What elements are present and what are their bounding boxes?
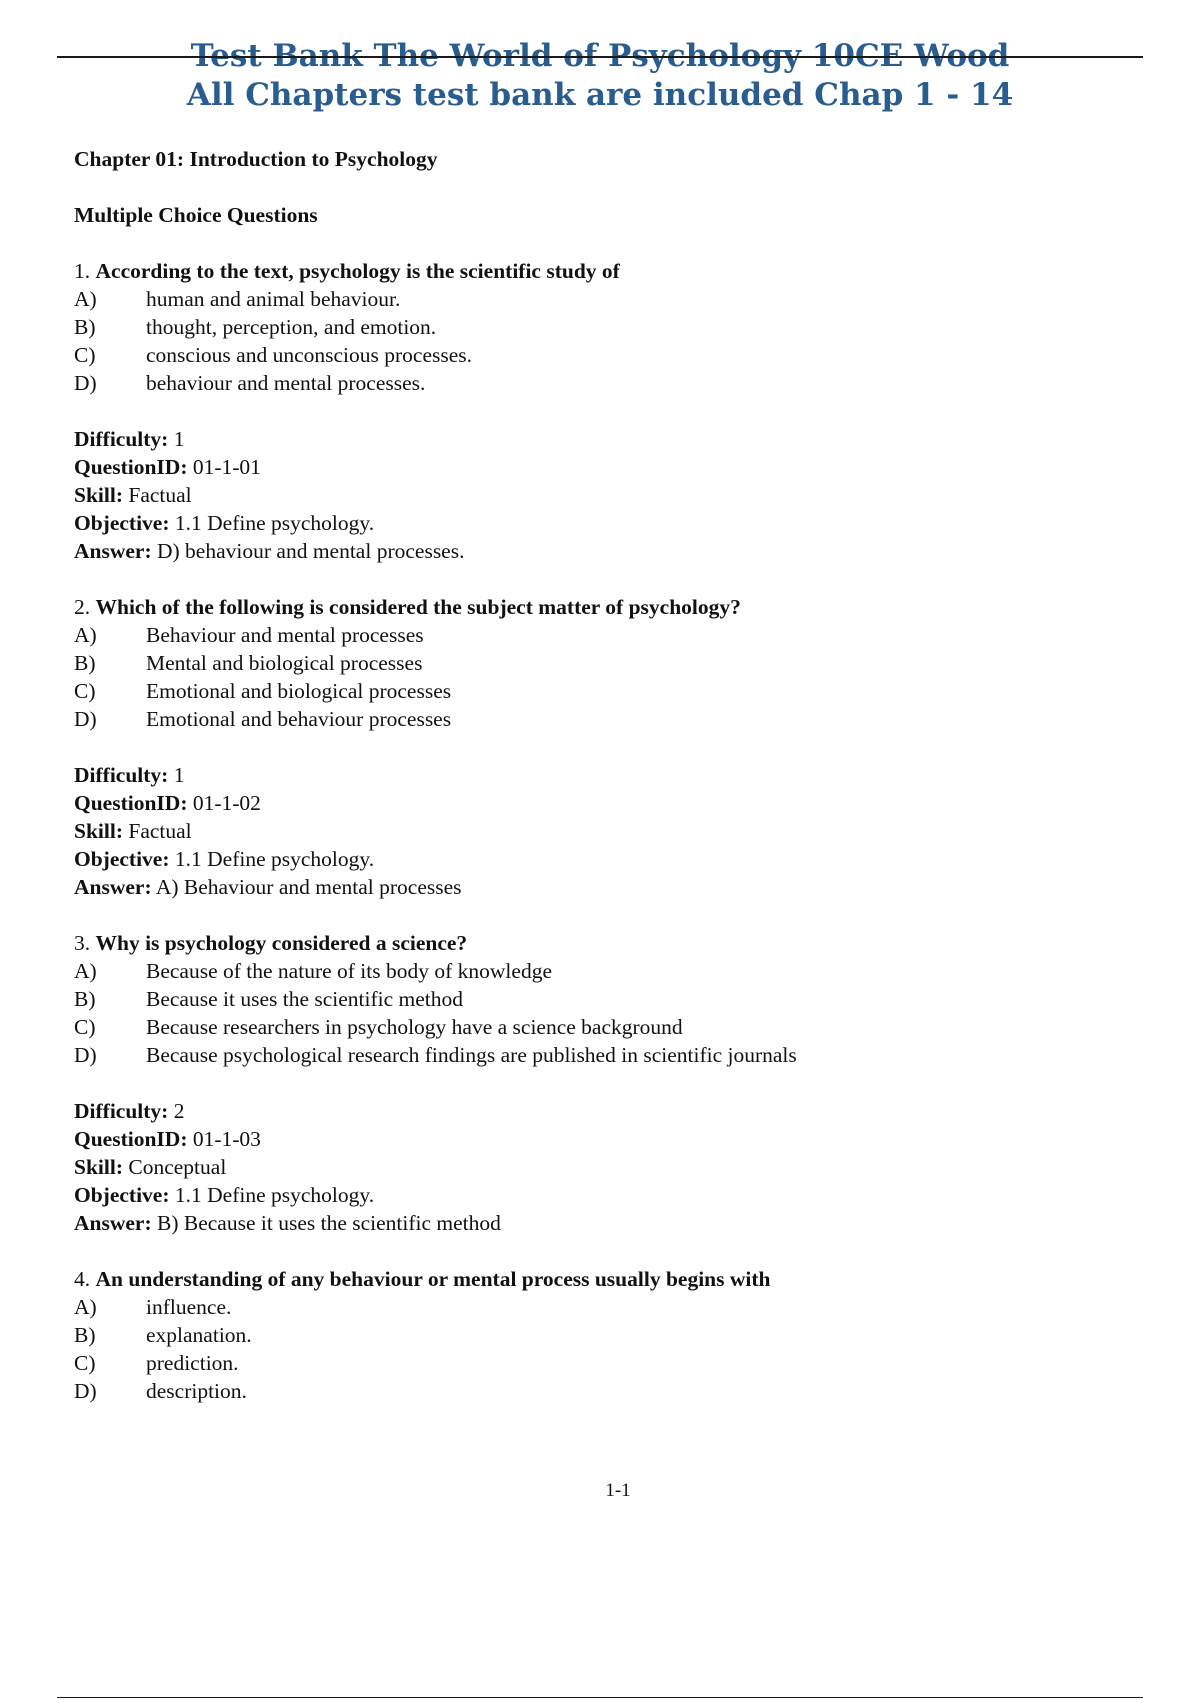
answer-line: Answer: A) Behaviour and mental processes xyxy=(74,875,462,899)
skill-line: Skill: Conceptual xyxy=(74,1155,227,1179)
answer-option xyxy=(74,985,1124,1013)
question-text: An understanding of any behaviour or mental process usually begins with xyxy=(95,1267,771,1291)
option-letter: D) xyxy=(74,707,97,731)
question-block xyxy=(74,593,1124,901)
difficulty-value: 1 xyxy=(173,427,185,451)
question-id-line: QuestionID: 01-1-03 xyxy=(74,1127,261,1151)
option-letter: D) xyxy=(74,1043,97,1067)
skill-value: Factual xyxy=(128,483,192,507)
question-stem xyxy=(74,593,1124,621)
question-number: 4. xyxy=(74,1267,91,1291)
option-text: Emotional and biological processes xyxy=(146,679,452,703)
question-id-value: 01-1-02 xyxy=(192,791,261,815)
option-letter: B) xyxy=(74,987,96,1011)
answer-option xyxy=(74,1041,1124,1069)
answer-option xyxy=(74,1293,1124,1321)
option-text: description. xyxy=(146,1379,247,1403)
question-number: 2. xyxy=(74,595,91,619)
option-text: prediction. xyxy=(146,1351,239,1375)
option-letter: A) xyxy=(74,959,97,983)
question-text: Which of the following is considered the subject matter of psychology? xyxy=(95,595,741,619)
option-letter: A) xyxy=(74,623,97,647)
option-letter: A) xyxy=(74,1295,97,1319)
option-text: Emotional and behaviour processes xyxy=(146,707,452,731)
question-number: 3. xyxy=(74,931,91,955)
answer-option xyxy=(74,649,1124,677)
document-body xyxy=(74,145,1124,1405)
option-letter: B) xyxy=(74,1323,96,1347)
answer-line: Answer: D) behaviour and mental processes. xyxy=(74,539,465,563)
option-text: influence. xyxy=(146,1295,232,1319)
answer-option xyxy=(74,1349,1124,1377)
option-letter: B) xyxy=(74,651,96,675)
difficulty-value: 2 xyxy=(173,1099,185,1123)
answer-value: D) behaviour and mental processes. xyxy=(157,539,465,563)
question-number: 1. xyxy=(74,259,91,283)
skill-value: Conceptual xyxy=(128,1155,227,1179)
option-text: Because psychological research findings are published in scientific journals xyxy=(146,1043,797,1067)
option-text: explanation. xyxy=(146,1323,252,1347)
difficulty-line: Difficulty: 2 xyxy=(74,1099,185,1123)
question-id-line: QuestionID: 01-1-02 xyxy=(74,791,261,815)
question-block xyxy=(74,929,1124,1237)
question-id-line: QuestionID: 01-1-01 xyxy=(74,455,261,479)
answer-option xyxy=(74,677,1124,705)
option-letter: A) xyxy=(74,287,97,311)
question-id-value: 01-1-01 xyxy=(192,455,261,479)
option-text: human and animal behaviour. xyxy=(146,287,401,311)
objective-value: 1.1 Define psychology. xyxy=(174,511,375,535)
answer-option xyxy=(74,1377,1124,1405)
option-text: Mental and biological processes xyxy=(146,651,423,675)
question-stem xyxy=(74,257,1124,285)
answer-option xyxy=(74,341,1124,369)
objective-line: Objective: 1.1 Define psychology. xyxy=(74,847,375,871)
question-block xyxy=(74,257,1124,565)
difficulty-line: Difficulty: 1 xyxy=(74,427,185,451)
option-text: thought, perception, and emotion. xyxy=(146,315,437,339)
chapter-title: Chapter 01: Introduction to Psychology xyxy=(74,147,438,171)
option-letter: C) xyxy=(74,1351,96,1375)
option-letter: C) xyxy=(74,343,96,367)
page-number: 1-1 xyxy=(605,1480,631,1501)
option-text: Because researchers in psychology have a science background xyxy=(146,1015,683,1039)
answer-value: B) Because it uses the scientific method xyxy=(157,1211,501,1235)
answer-option xyxy=(74,369,1124,397)
skill-value: Factual xyxy=(128,819,192,843)
question-stem xyxy=(74,929,1124,957)
title-line-2: All Chapters test bank are included Chap 1 - 14 xyxy=(186,77,1014,113)
option-letter: D) xyxy=(74,371,97,395)
answer-option xyxy=(74,621,1124,649)
difficulty-line: Difficulty: 1 xyxy=(74,763,185,787)
section-title: Multiple Choice Questions xyxy=(74,203,318,227)
answer-option xyxy=(74,1013,1124,1041)
answer-value: A) Behaviour and mental processes xyxy=(155,875,462,899)
document-header xyxy=(0,36,1200,115)
option-text: Behaviour and mental processes xyxy=(146,623,424,647)
option-letter: D) xyxy=(74,1379,97,1403)
question-text: Why is psychology considered a science? xyxy=(95,931,468,955)
bottom-rule xyxy=(57,1697,1143,1698)
title-line-1: Test Bank The World of Psychology 10CE Wood xyxy=(190,38,1010,74)
objective-value: 1.1 Define psychology. xyxy=(174,847,375,871)
option-text: Because it uses the scientific method xyxy=(146,987,464,1011)
question-text: According to the text, psychology is the scientific study of xyxy=(95,259,620,283)
option-text: conscious and unconscious processes. xyxy=(146,343,473,367)
objective-value: 1.1 Define psychology. xyxy=(174,1183,375,1207)
objective-line: Objective: 1.1 Define psychology. xyxy=(74,511,375,535)
option-letter: C) xyxy=(74,679,96,703)
question-id-value: 01-1-03 xyxy=(192,1127,261,1151)
answer-option xyxy=(74,1321,1124,1349)
answer-option xyxy=(74,705,1124,733)
skill-line: Skill: Factual xyxy=(74,819,192,843)
question-block xyxy=(74,1265,1124,1405)
option-text: behaviour and mental processes. xyxy=(146,371,426,395)
skill-line: Skill: Factual xyxy=(74,483,192,507)
option-letter: C) xyxy=(74,1015,96,1039)
option-text: Because of the nature of its body of knowledge xyxy=(146,959,552,983)
objective-line: Objective: 1.1 Define psychology. xyxy=(74,1183,375,1207)
option-letter: B) xyxy=(74,315,96,339)
question-stem xyxy=(74,1265,1124,1293)
answer-line: Answer: B) Because it uses the scientific method xyxy=(74,1211,501,1235)
answer-option xyxy=(74,957,1124,985)
answer-option xyxy=(74,313,1124,341)
answer-option xyxy=(74,285,1124,313)
difficulty-value: 1 xyxy=(173,763,185,787)
